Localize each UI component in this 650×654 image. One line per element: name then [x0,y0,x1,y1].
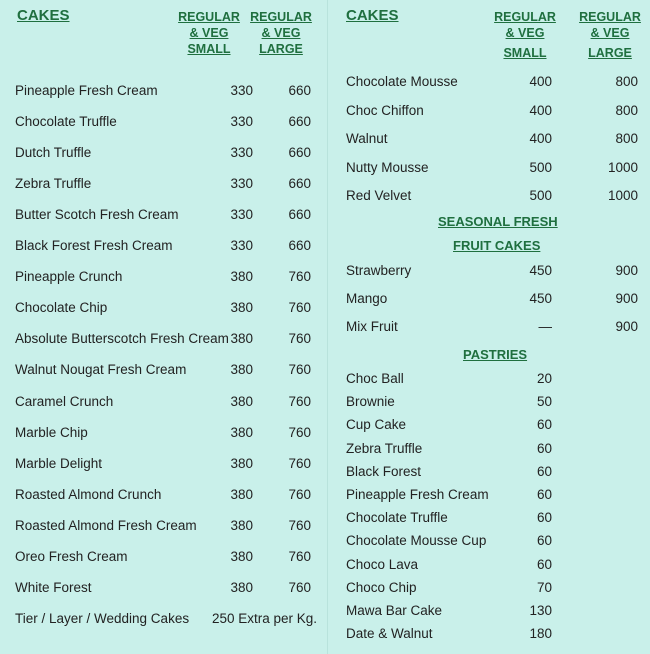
cake-row [15,145,311,163]
price-large: 760 [288,300,311,316]
footer-value: 250 Extra per Kg. [212,611,318,626]
item-name: Red Velvet [346,188,412,203]
price-small: 400 [529,74,552,89]
price: 180 [529,626,552,642]
pastry-row [346,487,552,505]
price-small: 380 [230,486,253,502]
price-small: 380 [230,300,253,316]
price-small: 380 [230,548,253,564]
price-small: 500 [529,159,552,175]
item-name: Zebra Truffle [346,440,423,456]
cake-row [15,114,311,132]
right-cakes-title: CAKES [346,7,399,24]
item-name: Black Forest Fresh Cream [15,238,173,254]
cake-row [15,269,311,287]
cake-row [15,394,311,412]
seasonal-title-line1: SEASONAL FRESH [438,214,558,229]
price: 20 [536,371,552,386]
right-large-h2: & VEG [590,26,630,40]
price-small: 400 [529,102,552,118]
price-small: 380 [230,362,253,378]
cake-row [15,487,311,505]
right-small-h3: SMALL [503,46,547,60]
price-large: 760 [288,362,311,378]
item-name: Caramel Crunch [15,393,114,409]
price-large: 800 [615,74,638,89]
pastry-row [346,626,552,644]
left-large-h1: REGULAR [250,10,312,24]
item-name: Mix Fruit [346,319,398,334]
pastry-row [346,603,552,621]
column-divider [327,0,328,654]
item-name: Mango [346,291,388,306]
price-small: — [538,319,552,334]
price-small: 450 [529,291,552,306]
left-large-header [248,9,314,57]
item-name: Marble Chip [15,424,88,440]
price-small: 450 [529,263,552,278]
item-name: Chocolate Chip [15,300,108,316]
item-name: Pineapple Fresh Cream [346,487,489,502]
item-name: Cup Cake [346,417,407,433]
item-name: Dutch Truffle [15,145,92,161]
price-large: 760 [288,424,311,440]
cake-row [15,425,311,443]
price-large: 800 [615,131,638,146]
cake-row [15,580,311,598]
item-name: Marble Delight [15,455,103,471]
price: 130 [529,603,552,618]
pastry-row [346,580,552,598]
price-large: 760 [288,393,311,409]
fruit-row [346,291,638,309]
left-small-h2: & VEG [189,26,229,40]
item-name: Nutty Mousse [346,159,429,175]
fruit-row [346,319,638,337]
cake-row [15,238,311,256]
price-large: 1000 [607,188,638,203]
item-name: Chocolate Mousse [346,74,458,89]
price-large: 760 [288,486,311,502]
item-name: Walnut Nougat Fresh Cream [15,362,187,378]
item-name: Walnut [346,131,388,146]
price-small: 400 [529,131,552,146]
price-small: 330 [230,145,253,161]
left-small-header [176,9,242,57]
price-large: 660 [288,238,311,254]
cake-row [15,176,311,194]
item-name: White Forest [15,579,92,595]
price-small: 330 [230,238,253,254]
right-small-h1: REGULAR [494,10,556,24]
cake-row [346,131,638,149]
item-name: Zebra Truffle [15,176,92,192]
price-large: 760 [288,269,311,285]
price: 50 [536,394,552,410]
price: 60 [536,440,552,456]
price-small: 380 [230,455,253,471]
right-large-h3: LARGE [588,46,632,60]
pastry-row [346,371,552,389]
item-name: Choc Ball [346,371,404,386]
right-large-header [575,9,645,61]
price: 60 [536,463,552,479]
item-name: Choco Lava [346,556,419,572]
price-small: 380 [230,517,253,533]
price-large: 660 [288,114,311,130]
cake-row [15,207,311,225]
price-large: 660 [288,207,311,223]
price-large: 760 [288,579,311,595]
price-large: 900 [615,319,638,334]
price-large: 760 [288,331,311,347]
item-name: Brownie [346,394,395,410]
price-large: 660 [288,145,311,161]
cake-row [346,160,638,178]
cake-row [346,103,638,121]
fruit-row [346,263,638,281]
right-large-h1: REGULAR [579,10,641,24]
price-small: 380 [230,579,253,595]
pastry-row [346,394,552,412]
item-name: Pineapple Fresh Cream [15,83,158,98]
left-small-h1: REGULAR [178,10,240,24]
item-name: Choc Chiffon [346,102,424,118]
pastry-row [346,464,552,482]
cake-row [346,74,638,92]
cake-row [15,456,311,474]
price-large: 800 [615,102,638,118]
pastry-row [346,533,552,551]
price-small: 380 [230,424,253,440]
item-name: Date & Walnut [346,626,433,642]
price-small: 330 [230,176,253,192]
cake-row [15,83,311,101]
item-name: Chocolate Mousse Cup [346,533,487,549]
price-large: 1000 [607,159,638,175]
price-small: 380 [230,331,253,347]
price-small: 330 [230,114,253,130]
pastry-row [346,510,552,528]
left-large-h3: LARGE [259,42,303,56]
price-large: 660 [288,176,311,192]
item-name: Black Forest [346,463,422,479]
price-large: 760 [288,548,311,564]
item-name: Chocolate Truffle [346,510,448,526]
pastries-title: PASTRIES [463,347,528,362]
item-name: Absolute Butterscotch Fresh Cream [15,331,229,347]
right-small-header [490,9,560,61]
cake-row [15,549,311,567]
price: 70 [536,579,552,595]
price: 60 [536,487,552,502]
price-large: 760 [288,517,311,533]
price: 60 [536,510,552,526]
price-large: 900 [615,291,638,306]
item-name: Choco Chip [346,579,417,595]
item-name: Chocolate Truffle [15,114,117,130]
item-name: Oreo Fresh Cream [15,548,128,564]
left-small-h3: SMALL [187,42,231,56]
left-cakes-title: CAKES [17,7,70,24]
price-small: 380 [230,393,253,409]
price: 60 [536,533,552,549]
item-name: Mawa Bar Cake [346,603,443,618]
item-name: Roasted Almond Crunch [15,486,162,502]
item-name: Strawberry [346,263,412,278]
cake-row [346,188,638,206]
price-small: 330 [230,83,253,98]
item-name: Roasted Almond Fresh Cream [15,517,197,533]
seasonal-title-line2: FRUIT CAKES [453,238,541,253]
price-small: 500 [529,188,552,203]
price: 60 [536,417,552,433]
pastry-row [346,441,552,459]
pastry-row [346,417,552,435]
footer-name: Tier / Layer / Wedding Cakes [15,611,190,626]
pastry-row [346,557,552,575]
cake-row [15,518,311,536]
item-name: Butter Scotch Fresh Cream [15,207,179,223]
price-large: 760 [288,455,311,471]
price-large: 660 [288,83,311,98]
price-small: 330 [230,207,253,223]
right-small-h2: & VEG [505,26,545,40]
item-name: Pineapple Crunch [15,269,123,285]
price: 60 [536,556,552,572]
price-small: 380 [230,269,253,285]
cake-row [15,331,311,349]
cake-row [15,362,311,380]
cake-row [15,300,311,318]
left-large-h2: & VEG [261,26,301,40]
price-large: 900 [615,263,638,278]
